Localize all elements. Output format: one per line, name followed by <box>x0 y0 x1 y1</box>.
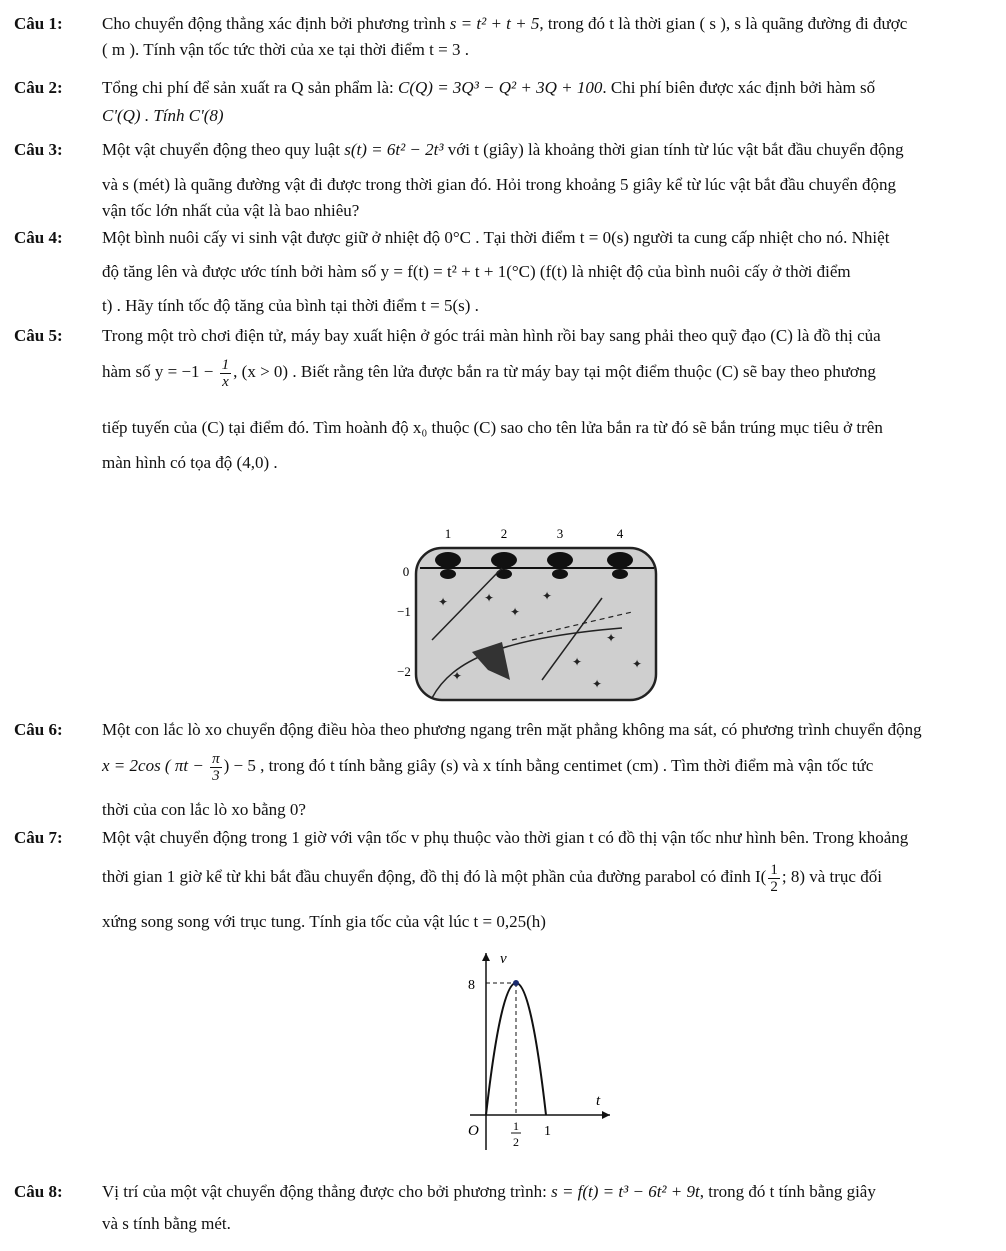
question-1 <box>6 14 996 62</box>
svg-text:✦: ✦ <box>592 677 603 691</box>
question-8 <box>6 1182 996 1232</box>
q5-fraction: $\frac{1}{x}$ <box>221 356 230 390</box>
vertex-point <box>513 980 519 986</box>
q1-line-2: ( m ). Tính vận tốc tức thời của xe tại thời điểm t = 3 . <box>102 40 469 59</box>
question-7-label: Câu 7: <box>14 828 63 847</box>
q7-line-1: Một vật chuyển động trong 1 giờ với vận tốc v phụ thuộc vào thời gian t có đồ thị vận tốc như hình bên. Trong khoảng <box>102 828 909 847</box>
q2-text-b: . Chi phí biên được xác định bởi hàm số <box>602 78 876 97</box>
q3-text-b: với t (giây) là khoảng thời gian tính từ lúc vật bắt đầu chuyển động <box>447 140 904 159</box>
y-tick-m2: −2 <box>397 664 411 679</box>
q3-line-3: vận tốc lớn nhất của vật là bao nhiêu? <box>102 201 360 220</box>
q4-line-1: Một bình nuôi cấy vi sinh vật được giữ ở nhiệt độ 0°C . Tại thời điểm t = 0(s) người ta cung cấp nhiệt cho nó. Nhiệt <box>102 228 890 247</box>
question-6 <box>6 720 996 820</box>
q5-line-3: tiếp tuyến của (C) tại điểm đó. Tìm hoành độ x₀ thuộc (C) sao cho tên lửa bắn ra từ đó sẽ bắn trúng mục tiêu ở trên <box>102 418 883 437</box>
question-5-label: Câu 5: <box>14 326 63 345</box>
y-tick-m1: −1 <box>397 604 411 619</box>
q7-fraction: $\frac{1}{2}$ <box>770 861 778 895</box>
q8-formula: s = f(t) = t³ − 6t² + 9t <box>551 1182 700 1201</box>
svg-text:✦: ✦ <box>542 589 553 603</box>
q6-text-a: x = 2cos ( πt − <box>102 756 204 775</box>
t-one-label: 1 <box>544 1124 551 1139</box>
x-tick-2: 2 <box>500 526 508 541</box>
question-4-label: Câu 4: <box>14 228 63 247</box>
q7-text-a: thời gian 1 giờ kể từ khi bắt đầu chuyển động, đồ thị đó là một phần của đường parabol có đỉnh I( <box>102 867 767 886</box>
q7-line-3: xứng song song với trục tung. Tính gia tốc của vật lúc t = 0,25(h) <box>102 912 546 931</box>
question-7 <box>6 828 996 938</box>
q5-text-a: hàm số y = −1 − <box>102 362 214 381</box>
origin-label: O <box>468 1123 479 1139</box>
q6-line-1: Một con lắc lò xo chuyển động điều hòa theo phương ngang trên mặt phẳng không ma sát, có phương trình chuyển động <box>102 720 922 739</box>
half-num: 1 <box>513 1119 519 1133</box>
q8-line-2: và s tính bằng mét. <box>102 1214 231 1233</box>
q7-text-b: ; 8) và trục đối <box>781 867 882 886</box>
svg-text:✦: ✦ <box>438 595 449 609</box>
svg-text:✦: ✦ <box>632 657 643 671</box>
q6-fraction: $\frac{\pi}{3}$ <box>212 750 220 784</box>
question-4 <box>6 228 996 315</box>
t-axis-label: t <box>596 1093 601 1109</box>
q8-text-a: Vị trí của một vật chuyển động thẳng được cho bởi phương trình: <box>102 1182 547 1201</box>
q5-text-b: , (x > 0) . Biết rằng tên lửa được bắn ra từ máy bay tại một điểm thuộc (C) sẽ bay theo phương <box>233 362 876 381</box>
svg-text:✦: ✦ <box>572 655 583 669</box>
y-tick-0: 0 <box>402 564 410 579</box>
q6-text-b: ) − 5 , trong đó t tính bằng giây (s) và x tính bằng centimet (cm) . Tìm thời điểm mà vận tốc tức <box>223 756 874 775</box>
q3-formula: s(t) = 6t² − 2t³ <box>344 140 444 159</box>
x-tick-1: 1 <box>444 526 452 541</box>
q2-line-2: C'(Q) . Tính C'(8) <box>102 106 224 125</box>
question-5 <box>6 326 996 476</box>
svg-text:✦: ✦ <box>510 605 521 619</box>
question-6-label: Câu 6: <box>14 720 63 739</box>
question-8-label: Câu 8: <box>14 1182 63 1201</box>
velocity-graph <box>450 945 620 1160</box>
q1-text-b: , trong đó t là thời gian ( s ), s là quãng đường đi được <box>539 14 908 33</box>
svg-text:✦: ✦ <box>452 669 463 683</box>
svg-text:✦: ✦ <box>606 631 617 645</box>
question-3 <box>6 140 996 220</box>
x-tick-3: 3 <box>556 526 564 541</box>
q5-line-4: màn hình có tọa độ (4,0) . <box>102 453 278 472</box>
svg-text:✦: ✦ <box>484 591 495 605</box>
v-axis-label: v <box>500 951 507 967</box>
question-1-label: Câu 1: <box>14 14 63 33</box>
q3-text-a: Một vật chuyển động theo quy luật <box>102 140 340 159</box>
question-3-label: Câu 3: <box>14 140 63 159</box>
v-max-label: 8 <box>468 978 475 993</box>
q4-line-3: t) . Hãy tính tốc độ tăng của bình tại thời điểm t = 5(s) . <box>102 296 479 315</box>
half-den: 2 <box>513 1135 519 1149</box>
q2-text-a: Tổng chi phí để sản xuất ra Q sản phẩm là: <box>102 78 394 97</box>
q5-line-1: Trong một trò chơi điện tử, máy bay xuất hiện ở góc trái màn hình rồi bay sang phải theo quỹ đạo (C) là đồ thị của <box>102 326 881 345</box>
question-2 <box>6 78 996 128</box>
q3-line-2: và s (mét) là quãng đường vật đi được trong thời gian đó. Hỏi trong khoảng 5 giây kể từ lúc vật bắt đầu chuyển động <box>102 175 896 194</box>
q6-line-3: thời của con lắc lò xo bằng 0? <box>102 800 306 819</box>
x-tick-4: 4 <box>616 526 624 541</box>
q8-text-b: , trong đó t tính bằng giây <box>699 1182 876 1201</box>
question-2-label: Câu 2: <box>14 78 63 97</box>
q1-text-a: Cho chuyển động thẳng xác định bởi phương trình <box>102 14 446 33</box>
q2-formula: C(Q) = 3Q³ − Q² + 3Q + 100 <box>398 78 603 97</box>
q1-formula: s = t² + t + 5 <box>449 14 540 33</box>
game-screen-figure <box>392 520 670 705</box>
q4-line-2: độ tăng lên và được ước tính bởi hàm số y = f(t) = t² + t + 1(°C) (f(t) là nhiệt độ của bình nuôi cấy ở thời điểm <box>102 262 851 281</box>
